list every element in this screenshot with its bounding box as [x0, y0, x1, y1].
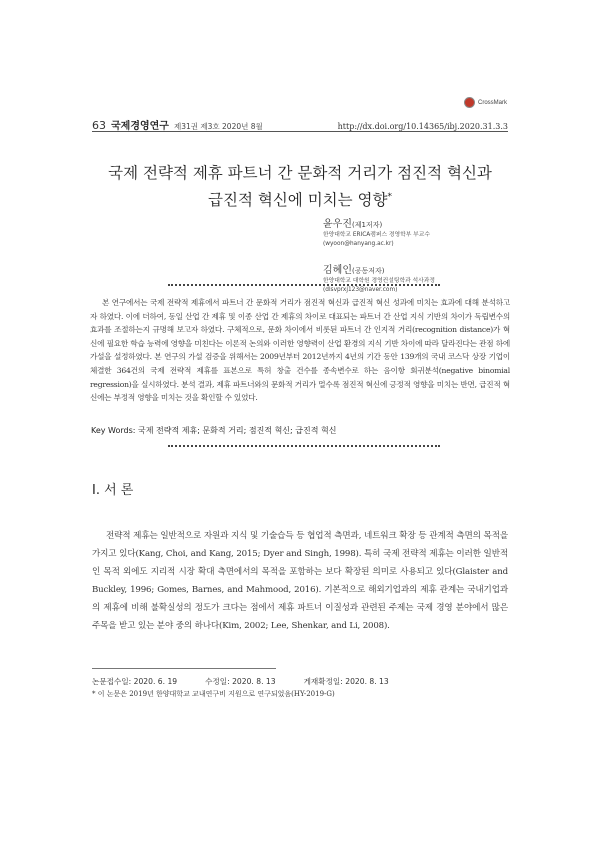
keywords: Key Words: 국제 전략적 제휴; 문화적 거리; 점진적 혁신; 급진적 혁신 [91, 426, 337, 435]
date-accepted: 게재확정일: 2020. 8. 13 [303, 677, 389, 686]
body-paragraph: 전략적 제휴는 일반적으로 자원과 지식 및 기술습득 등 협업적 측면과, 네트워크 확장 등 관계적 측면의 목적을 가지고 있다(Kang, Choi, and Kang, 2015; Dyer and Singh, 1998). 특히 국제 전략적 제휴는 이러한 일반적인 목적 외에도 지리적 시장 확대 측면에서의 목적을 포함하는 보다 확장된 의미로 사용되고 있다(Glaister and Buckley, 1996; Gomes, Barnes, and Mahmood, 2016). 기본적으로 해외기업과의 제휴 관계는 국내기업과의 제휴에 비해 불확실성의 정도가 크다는 점에서 제휴 파트너 이질성과 관련된 주제는 국제 경영 분야에서 많은 주목을 받고 있는 분야 중의 하나다(Kim, 2002; Lee, Shenkar, and Li, 2008). [92, 531, 508, 631]
author-2-name: 김혜인 [323, 265, 352, 276]
header-rule [92, 131, 508, 132]
author-1 [323, 212, 435, 249]
crossmark-badge[interactable] [464, 97, 507, 108]
author-2-role: (공동저자) [351, 267, 385, 275]
issue-info: 제31권 제3호 2020년 8월 [173, 122, 263, 131]
abstract-divider-bottom [168, 445, 440, 447]
author-1-email[interactable]: (wyoon@hanyang.ac.kr) [323, 241, 394, 247]
date-revised: 수정일: 2020. 8. 13 [205, 677, 276, 686]
footnote-rule [92, 668, 276, 669]
abstract: 본 연구에서는 국제 전략적 제휴에서 파트너 간 문화적 거리가 점진적 혁신과 급진적 혁신 성과에 미치는 효과에 대해 분석하고자 하였다. 이에 더하여, 동일 산업 간 제휴 및 이종 산업 간 제휴의 차이로 대표되는 파트너 간 산업 지식 기반의 차이가 독립변수의 효과를 조절하는지 규명해 보고자 하였다. 구체적으로, 문화 차이에서 비롯된 파트너 간 인지적 거리(recognition distance)가 혁신에 필요한 학습 능력에 영향을 미친다는 이론적 논의와 이러한 영향력이 산업 환경의 지식 기반 차이에 따라 달라진다는 관점 하에 가설을 설정하였다. 본 연구의 가설 검증을 위해서는 2009년부터 2012년까지 4년의 기간 동안 139개의 국내 코스닥 상장 기업이 체결한 364건의 국제 전략적 제휴를 표본으로 특허 창출 건수를 종속변수로 하는 음이항 회귀분석(negative binomial regression)을 실시하였다. 분석 결과, 제휴 파트너와의 문화적 거리가 멀수록 점진적 혁신에 긍정적 영향을 미치는 반면, 급진적 혁신에는 부정적 영향을 미치는 것을 확인할 수 있었다. [90, 298, 510, 403]
title-line-1: 국제 전략적 제휴 파트너 간 문화적 거리가 점진적 혁신과 [108, 164, 492, 182]
abstract-divider-top [168, 284, 440, 286]
doi-link[interactable]: http://dx.doi.org/10.14365/ibj.2020.31.3.3 [337, 122, 508, 131]
author-1-name: 윤우진 [323, 219, 352, 230]
page-number: 63 [92, 119, 106, 132]
title-asterisk: * [387, 192, 392, 202]
author-1-role: (제1저자) [351, 221, 383, 229]
author-2-email[interactable]: (dlsvprxj123@naver.com) [323, 287, 398, 293]
crossmark-icon [464, 97, 475, 108]
journal-name: 국제경영연구 [111, 121, 169, 132]
crossmark-label: CrossMark [478, 99, 508, 106]
paper-title [92, 161, 508, 212]
author-block [323, 212, 435, 304]
author-2 [323, 258, 435, 295]
funding-footnote: * 이 논문은 2019년 한양대학교 교내연구비 지원으로 연구되었음(HY-2019-G) [92, 690, 335, 698]
author-2-affiliation: 한양대학교 대학원 경영컨설팅학과 석사과정 [323, 278, 435, 284]
date-received: 논문접수일: 2020. 6. 19 [92, 677, 178, 686]
submission-dates [92, 676, 389, 687]
section-title: Ⅰ. 서 론 [92, 483, 134, 498]
author-1-affiliation: 한양대학교 ERICA캠퍼스 경영학부 부교수 [323, 232, 430, 238]
title-line-2: 급진적 혁신에 미치는 영향* [208, 191, 392, 210]
running-header [92, 117, 508, 132]
